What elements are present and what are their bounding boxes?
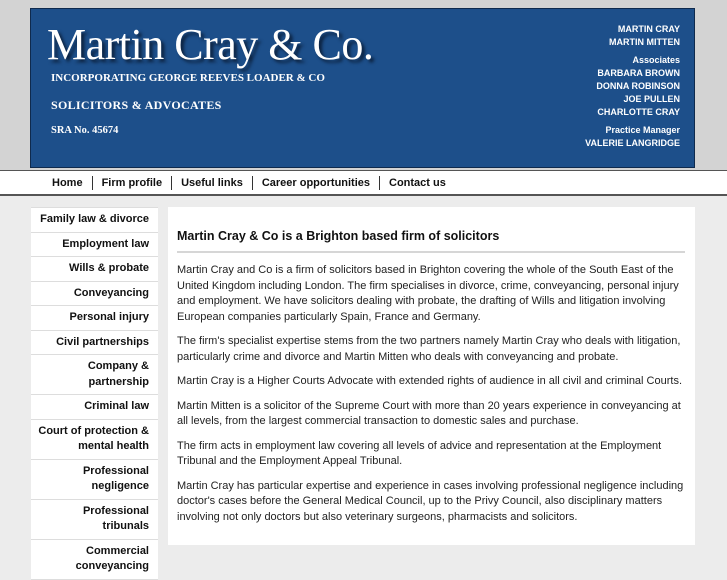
sidebar-item-professional-tribunals[interactable]: Professional tribunals: [31, 500, 158, 540]
sidebar-item-personal-injury[interactable]: Personal injury: [31, 306, 158, 331]
main-nav: [43, 171, 455, 195]
tagline-solicitors: SOLICITORS & ADVOCATES: [51, 98, 222, 112]
sidebar-item-conveyancing[interactable]: Conveyancing: [31, 282, 158, 307]
associate-name: BARBARA BROWN: [597, 68, 680, 78]
sra-number: SRA No. 45674: [51, 125, 119, 136]
logo[interactable]: Martin Cray & Co.: [47, 20, 374, 69]
nav-contact-us[interactable]: Contact us: [379, 176, 455, 190]
sidebar-item-criminal-law[interactable]: Criminal law: [31, 395, 158, 420]
content-paragraph: The firm's specialist expertise stems from the two partners namely Martin Cray who deals with litigation, particularly crime and divorce and Martin Mitten who deals with conveyancing and probate.: [177, 335, 681, 363]
associates-label: Associates: [632, 55, 680, 65]
sidebar-item-commercial-conveyancing[interactable]: Commercial conveyancing: [31, 540, 158, 580]
content-paragraph: Martin Cray and Co is a firm of solicitors based in Brighton covering the whole of the South East of the United Kingdom including London. The firm specialises in divorce, crime, conveyancing, personal injury and employment. We have solicitors dealing with probate, the drafting of Wills and litigation involving European companies particularly Spain, France and Germany.: [177, 264, 679, 323]
partner-name: MARTIN CRAY: [617, 24, 680, 34]
sidebar-item-employment-law[interactable]: Employment law: [31, 233, 158, 258]
content-paragraph: Martin Cray is a Higher Courts Advocate with extended rights of audience in all civil and criminal Courts.: [177, 375, 683, 387]
practice-manager-name: VALERIE LANGRIDGE: [585, 138, 680, 148]
page-title: Martin Cray & Co is a Brighton based firm of solicitors: [177, 229, 685, 253]
associate-name: CHARLOTTE CRAY: [597, 107, 680, 117]
content-paragraph: The firm acts in employment law covering all levels of advice and representation at the Employment Tribunal and the Employment Appeal Tribunal.: [177, 439, 662, 467]
sidebar-item-family-law[interactable]: Family law & divorce: [31, 207, 158, 233]
content-paragraph: Martin Cray has particular expertise and experience in cases involving professional negligence including doctor's cases before the General Medical Council, up to the Privy Council, also disciplinary matters involving not only doctors but also veterinary surgeons, pharmacists and solicitors.: [177, 479, 684, 523]
associate-name: DONNA ROBINSON: [596, 81, 680, 91]
nav-bar: [0, 170, 727, 196]
sidebar-item-civil-partnerships[interactable]: Civil partnerships: [31, 331, 158, 356]
sidebar-item-professional-negligence[interactable]: Professional negligence: [31, 460, 158, 500]
tagline-incorporating: INCORPORATING GEORGE REEVES LOADER & CO: [51, 72, 325, 84]
associate-name: JOE PULLEN: [623, 94, 680, 104]
practice-manager-label: Practice Manager: [605, 125, 680, 135]
nav-home[interactable]: Home: [52, 177, 83, 189]
sidebar-item-company-partnership[interactable]: Company & partnership: [31, 355, 158, 395]
main-content: [168, 207, 695, 545]
nav-career-opportunities[interactable]: Career opportunities: [252, 176, 379, 190]
partner-name: MARTIN MITTEN: [609, 37, 680, 47]
nav-firm-profile[interactable]: Firm profile: [92, 176, 172, 190]
staff-list: [585, 23, 680, 150]
site-header: [30, 8, 695, 168]
sidebar-item-wills-probate[interactable]: Wills & probate: [31, 257, 158, 282]
nav-useful-links[interactable]: Useful links: [171, 176, 252, 190]
practice-areas-sidebar: [31, 207, 158, 580]
content-paragraph: Martin Mitten is a solicitor of the Supreme Court with more than 20 years experience in conveyancing at all levels, from the largest commercial transaction to domestic sales and purchase.: [177, 399, 681, 427]
sidebar-item-court-of-protection[interactable]: Court of protection & mental health: [31, 420, 158, 460]
